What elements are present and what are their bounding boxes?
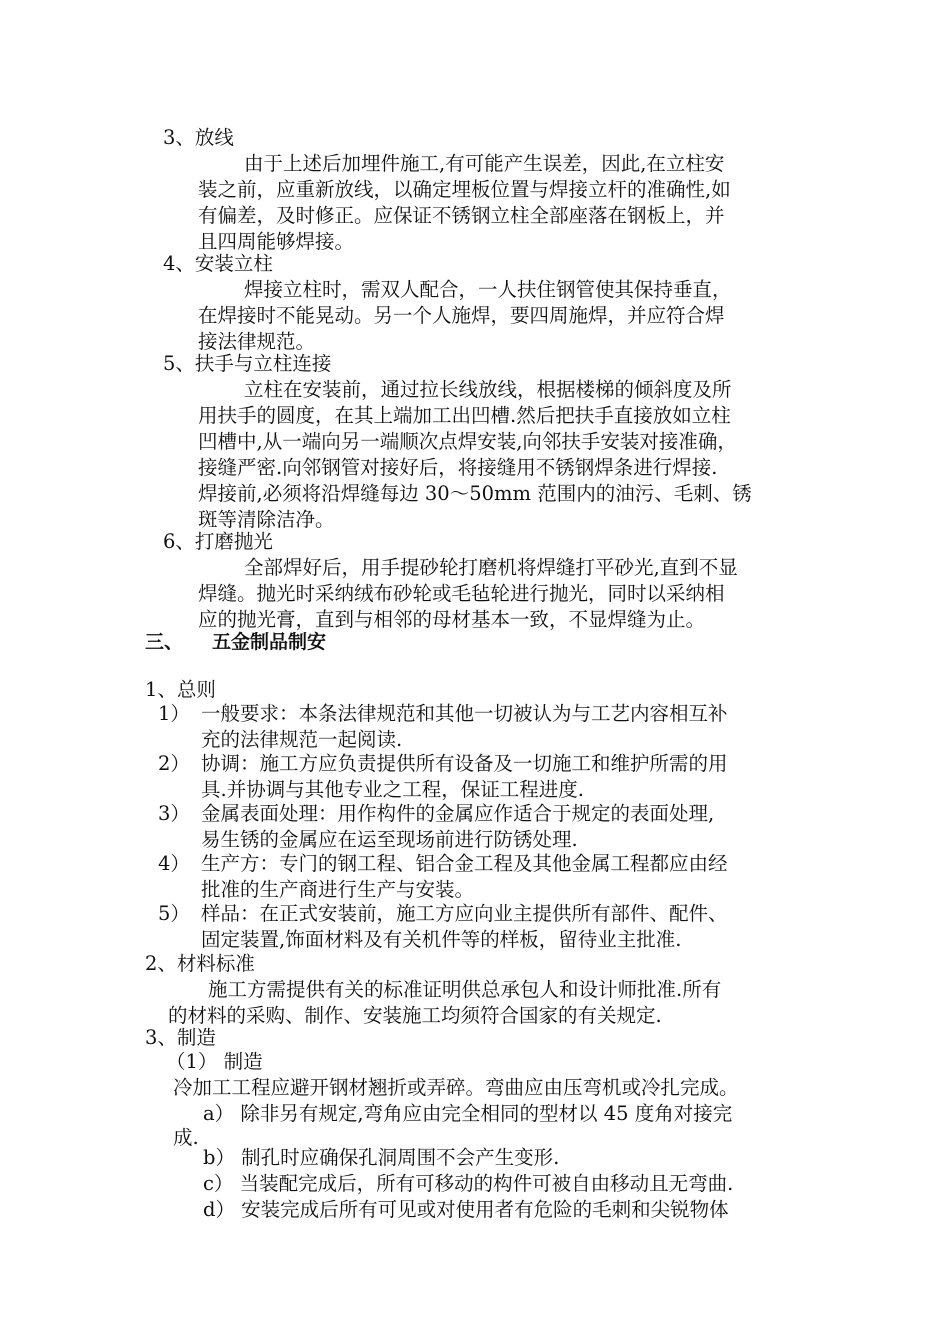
sub-heading: （1） 制造 <box>166 1050 263 1073</box>
paragraph-line: 装之前，应重新放线，以确定埋板位置与焊接立杆的准确性,如 <box>198 178 731 201</box>
paragraph-line: 用扶手的圆度，在其上端加工出凹槽.然后把扶手直接放如立柱 <box>198 404 731 427</box>
list-item-number: 5） <box>158 902 190 925</box>
section-heading-6: 6、打磨抛光 <box>163 530 273 553</box>
section-heading-4: 4、安装立柱 <box>163 252 273 275</box>
list-item-line: 批准的生产商进行生产与安装。 <box>201 878 475 901</box>
general-heading: 1、总则 <box>145 678 216 701</box>
part-heading-title: 五金制品制安 <box>212 631 327 653</box>
clause-c: c） 当装配完成后，所有可移动的构件可被自由移动且无弯曲. <box>203 1172 734 1195</box>
paragraph-line: 冷加工工程应避开钢材翘折或弄碎。弯曲应由压弯机或冷扎完成。 <box>173 1076 739 1099</box>
paragraph-line: 焊缝。抛光时采纳绒布砂轮或毛毡轮进行抛光，同时以采纳相 <box>198 582 725 605</box>
paragraph-line: 立柱在安装前，通过拉长线放线，根据楼梯的倾斜度及所 <box>244 378 732 401</box>
paragraph-line: 接法律规范。 <box>198 330 316 353</box>
list-item-line: 金属表面处理：用作构件的金属应作适合于规定的表面处理, <box>201 802 715 825</box>
paragraph-line: 且四周能够焊接。 <box>198 230 355 253</box>
paragraph-line: 全部焊好后，用手提砂轮打磨机将焊缝打平砂光,直到不显 <box>244 556 738 579</box>
list-item-line: 充的法律规范一起阅读. <box>201 728 403 751</box>
paragraph-line: 焊接前,必须将沿焊缝每边 30～50mm 范围内的油污、毛刺、锈 <box>198 482 752 505</box>
list-item-number: 2） <box>158 752 190 775</box>
section-heading-3: 3、放线 <box>163 126 234 149</box>
list-item-line: 固定装置,饰面材料及有关机件等的样板，留待业主批准. <box>201 928 682 951</box>
list-item-line: 一般要求：本条法律规范和其他一切被认为与工艺内容相互补 <box>201 702 728 725</box>
list-item-number: 3） <box>158 802 190 825</box>
list-item-number: 1） <box>158 702 190 725</box>
list-item-line: 样品：在正式安装前，施工方应向业主提供所有部件、配件、 <box>201 902 728 925</box>
paragraph-line: 的材料的采购、制作、安装施工均须符合国家的有关规定. <box>168 1004 662 1027</box>
list-item-line: 易生锈的金属应在运至现场前进行防锈处理. <box>201 828 578 851</box>
paragraph-line: 在焊接时不能晃动。另一个人施焊，要四周施焊，并应符合焊 <box>198 304 725 327</box>
material-heading: 2、材料标准 <box>145 952 255 975</box>
list-item-line: 具.并协调与其他专业之工程，保证工程进度. <box>201 778 584 801</box>
clause-a-continued: 成. <box>173 1126 199 1149</box>
paragraph-line: 斑等清除洁净。 <box>198 508 335 531</box>
paragraph-line: 应的抛光膏，直到与相邻的母材基本一致，不显焊缝为止。 <box>198 608 706 631</box>
paragraph-line: 凹槽中,从一端向另一端顺次点焊安装,向邻扶手安装对接准确， <box>198 430 737 453</box>
clause-a: a） 除非另有规定,弯角应由完全相同的型材以 45 度角对接完 <box>203 1102 733 1125</box>
clause-d: d） 安装完成后所有可见或对使用者有危险的毛刺和尖锐物体 <box>203 1198 729 1221</box>
clause-b: b） 制孔时应确保孔洞周围不会产生变形. <box>203 1146 560 1169</box>
list-item-line: 协调：施工方应负责提供所有设备及一切施工和维护所需的用 <box>201 752 728 775</box>
paragraph-line: 接缝严密.向邻钢管对接好后，将接缝用不锈钢焊条进行焊接. <box>198 456 718 479</box>
paragraph-line: 有偏差，及时修正。应保证不锈钢立柱全部座落在钢板上，并 <box>198 204 725 227</box>
paragraph-line: 由于上述后加埋件施工,有可能产生误差，因此,在立柱安 <box>244 152 725 175</box>
list-item-number: 4） <box>158 852 190 875</box>
paragraph-line: 施工方需提供有关的标准证明供总承包人和设计师批准.所有 <box>208 978 722 1001</box>
manufacture-heading: 3、制造 <box>145 1026 216 1049</box>
paragraph-line: 焊接立柱时，需双人配合，一人扶住钢管使其保持垂直， <box>244 278 732 301</box>
part-heading-number: 三、 <box>145 631 184 653</box>
section-heading-5: 5、扶手与立柱连接 <box>163 352 332 375</box>
list-item-line: 生产方：专门的钢工程、铝合金工程及其他金属工程都应由经 <box>201 852 728 875</box>
